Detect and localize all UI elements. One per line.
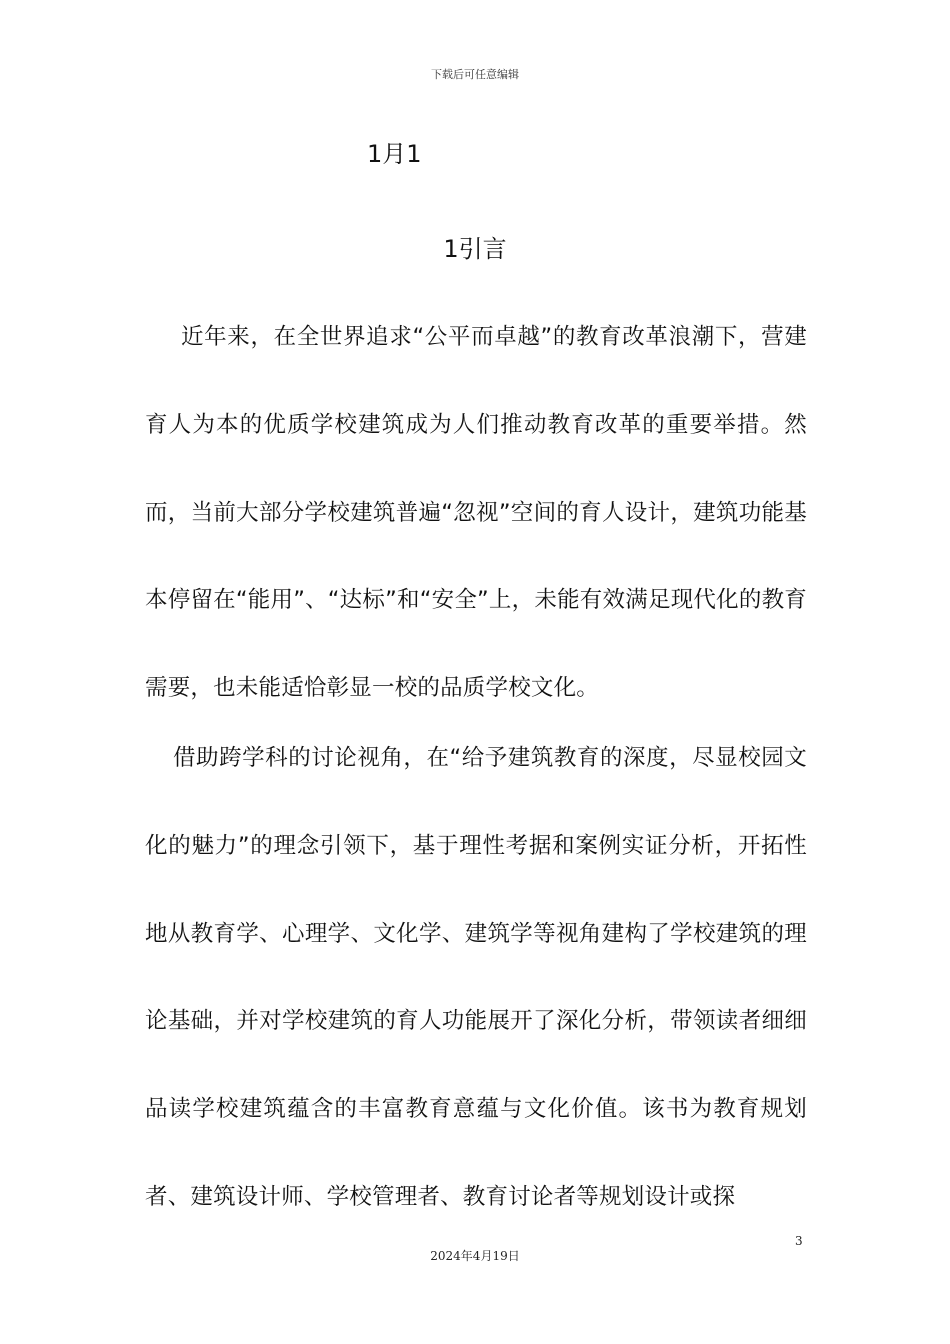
page-number: 3 [795,1234,803,1248]
page-header-note: 下载后可任意编辑 [431,68,519,81]
body-paragraph-2: 借助跨学科的讨论视角，在“给予建筑教育的深度，尽显校园文化的魅力”的理念引领下，基于理性考据和案例实证分析，开拓性地从教育学、心理学、文化学、建筑学等视角建构了学校建筑的理论基础，并对学校建筑的育人功能展开了深化分析，带领读者细细品读学校建筑蕴含的丰富教育意蕴与文化价值。该书为教育规划者、建筑设计师、学校管理者、教育讨论者等规划设计或探 [145,745,807,1210]
section-heading-text: 1引言 [443,235,507,263]
section-heading [0,229,950,264]
body-paragraph-1: 近年来，在全世界追求“公平而卓越”的教育改革浪潮下，营建育人为本的优质学校建筑成为人们推动教育改革的重要举措。然而，当前大部分学校建筑普遍“忽视”空间的育人设计，建筑功能基本停留在“能用”、“达标”和“安全”上，未能有效满足现代化的教育需要，也未能适恰彰显一校的品质学校文化。 [145,324,807,702]
top-heading: 1月1 [367,140,422,168]
footer-date: 2024年4月19日 [430,1249,520,1263]
